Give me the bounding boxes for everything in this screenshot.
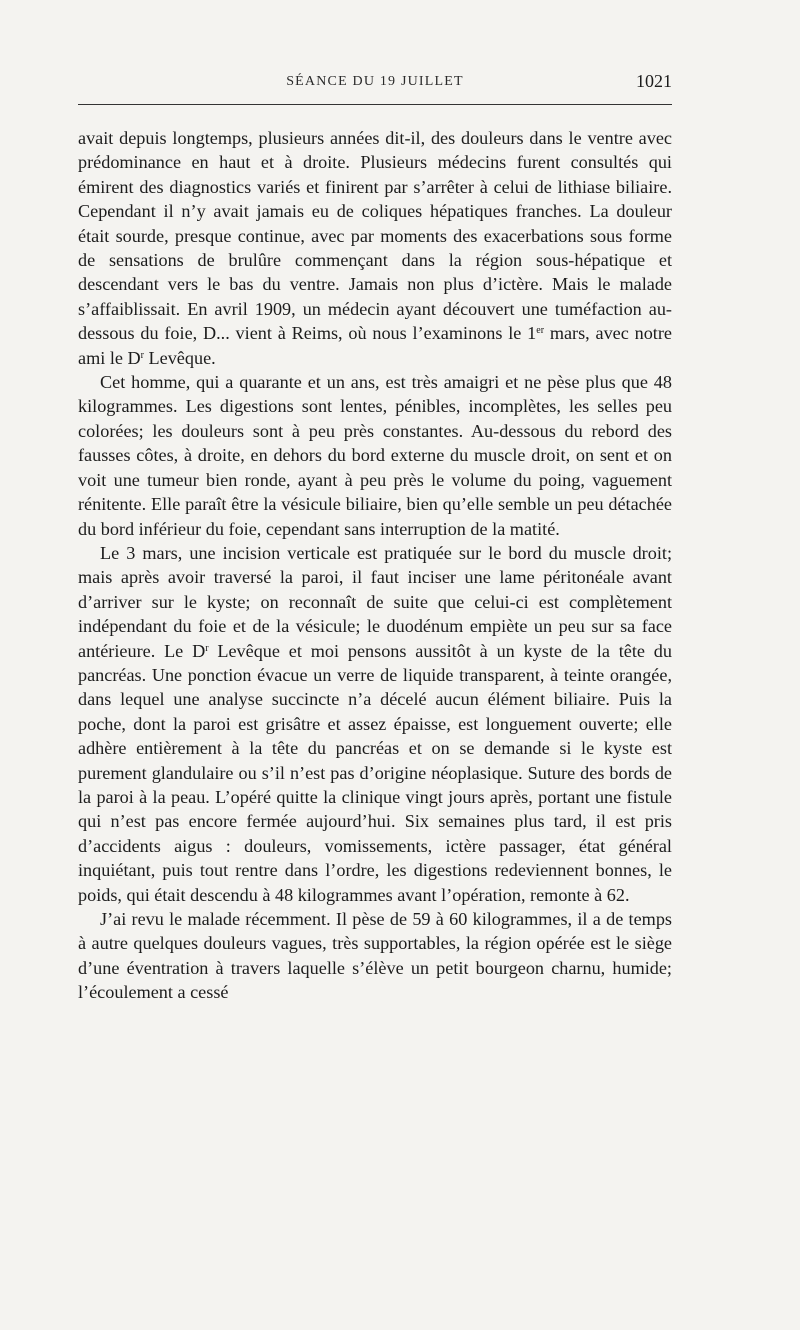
superscript-r: r (140, 349, 144, 361)
running-head (78, 0, 672, 104)
paragraph-3-text-b: Levêque et moi pensons aussitôt à un kyste de la tête du pancréas. Une ponction évacue un verre de liquide transparent, à teinte orangée, dans lequel une analyse succincte n’a décelé aucun élément biliaire. Puis la poche, dont la paroi est grisâtre et assez épaisse, est longuement ouverte; elle adhère entièrement à la tête du pancréas et on se demande si le kyste est purement glandulaire ou s’il n’est pas d’origine néoplasique. Suture des bords de la paroi à la peau. L’opéré quitte la clinique vingt jours après, portant une fistule qui n’est pas encore fermée aujourd’hui. Six semaines plus tard, il est pris d’accidents aigus : douleurs, vomissements, ictère passager, état général inquiétant, puis tout rentre dans l’ordre, les digestions redeviennent bonnes, le poids, qui était descendu à 48 kilogrammes avant l’opération, remonte à 62. (78, 640, 672, 905)
paragraph-3 (78, 541, 672, 907)
book-page (78, 0, 672, 1003)
header-rule (78, 104, 672, 105)
superscript-er: er (536, 325, 545, 337)
superscript-r: r (205, 642, 209, 654)
paragraph-1 (78, 126, 672, 370)
running-title: SÉANCE DU 19 JUILLET (286, 74, 464, 89)
page-number: 1021 (636, 71, 672, 91)
paragraph-1-text-a: avait depuis longtemps, plusieurs années dit-il, des douleurs dans le ventre avec prédominance en haut et à droite. Plusieurs médecins furent consultés qui émirent des diagnostics variés et finirent par s’arrêter à celui de lithiase biliaire. Cependant il n’y avait jamais eu de coliques hépatiques franches. La douleur était sourde, presque continue, avec par moments des exacerbations sous forme de sensations de brulûre commençant dans la région sous-hépatique et descendant vers le bas du ventre. Jamais non plus d’ictère. Mais le malade s’affaiblissait. En avril 1909, un médecin ayant découvert une tuméfaction au-dessous du foie, D... vient à Reims, où nous l’examinons le 1 (78, 128, 672, 344)
paragraph-1-text-b: mars, avec notre ami le D (78, 323, 672, 368)
paragraph-4: J’ai revu le malade récemment. Il pèse de 59 à 60 kilogrammes, il a de temps à autre quelques douleurs vagues, très supportables, la région opérée est le siège d’une éventration à travers laquelle s’élève un petit bourgeon charnu, humide; l’écoulement a cessé (78, 909, 672, 1003)
paragraph-2: Cet homme, qui a quarante et un ans, est très amaigri et ne pèse plus que 48 kilogrammes. Les digestions sont lentes, pénibles, incomplètes, les selles peu colorées; les douleurs sont à peu près constantes. Au-dessous du rebord des fausses côtes, à droite, en dehors du bord externe du muscle droit, on sent et on voit une tumeur bien ronde, ayant à peu près le volume du poing, vaguement rénitente. Elle paraît être la vésicule biliaire, bien qu’elle semble un peu détachée du bord inférieur du foie, cependant sans interruption de la matité. (78, 372, 672, 539)
paragraph-3-text-a: Le 3 mars, une incision verticale est pratiquée sur le bord du muscle droit; mais après avoir traversé la paroi, il faut inciser une lame péritonéale avant d’arriver sur le kyste; on reconnaît de suite que celui-ci est complètement indépendant du foie et de la vésicule; le duodénum empiète un peu sur sa face antérieure. Le D (78, 542, 672, 661)
body-text (78, 126, 672, 1005)
paragraph-1-text-c: Levêque. (143, 347, 216, 368)
